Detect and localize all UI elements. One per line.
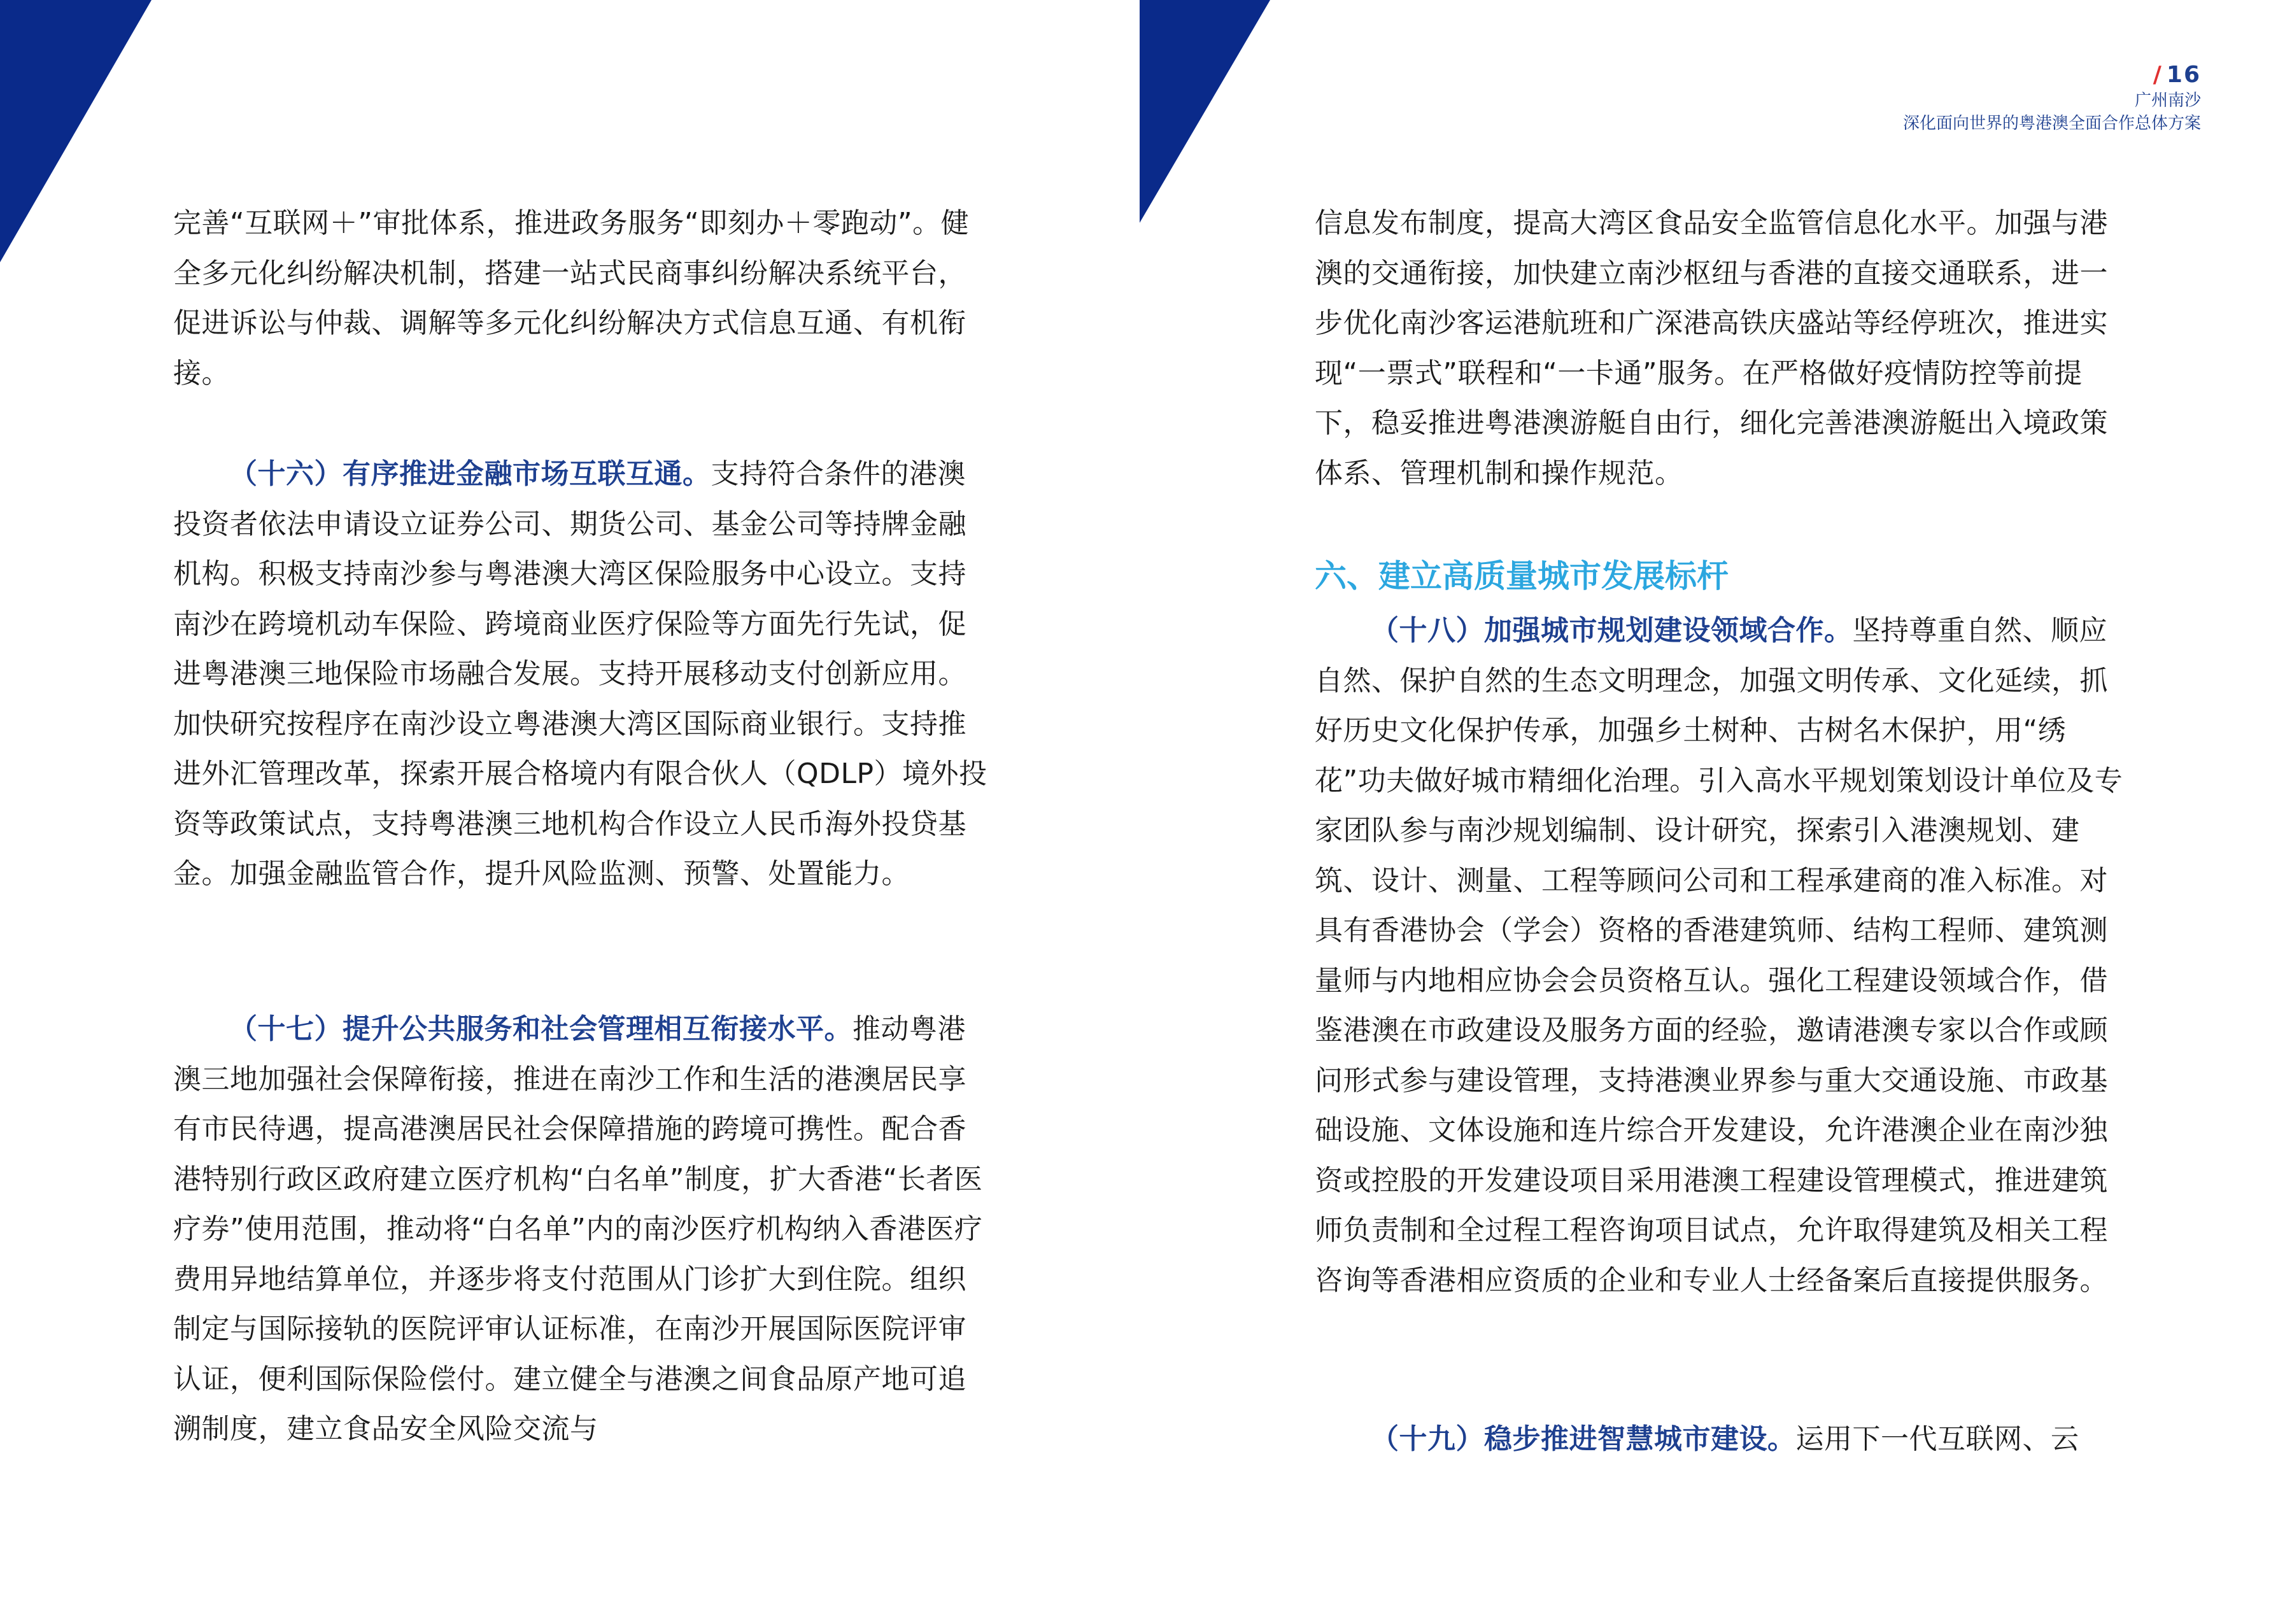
section-17-body: 推动粤港澳三地加强社会保障衔接，推进在南沙工作和生活的港澳居民享有市民待遇，提高港澳居民社会保障措施的跨境可携性。配合香港特别行政区政府建立医疗机构“白名单”制度，扩大香港“长者医疗券”使用范围，推动将“白名单”内的南沙医疗机构纳入香港医疗费用异地结算单位，并逐步将支付范围从门诊扩大到住院。组织制定与国际接轨的医院评审认证标准，在南沙开展国际医院评审认证，便利国际保险偿付。建立健全与港澳之间食品原产地可追溯制度，建立食品安全风险交流与 xyxy=(173,1013,983,1445)
section-18-body: 坚持尊重自然、顺应自然、保护自然的生态文明理念，加强文明传承、文化延续，抓好历史文化保护传承，加强乡土树种、古树名木保护，用“绣花”功夫做好城市精细化治理。引入高水平规划策划设计单位及专家团队参与南沙规划编制、设计研究，探索引入港澳规划、建筑、设计、测量、工程等顾问公司和工程承建商的准入标准。对具有香港协会（学会）资格的香港建筑师、结构工程师、建筑测量师与内地相应协会会员资格互认。强化工程建设领域合作，借鉴港澳在市政建设及服务方面的经验，邀请港澳专家以合作或顾问形式参与建设管理，支持港澳业界参与重大交通设施、市政基础设施、文体设施和连片综合开发建设，允许港澳企业在南沙独资或控股的开发建设项目采用港澳工程建设管理模式，推进建筑师负责制和全过程工程咨询项目试点，允许取得建筑及相关工程咨询等香港相应资质的企业和专业人士经备案后直接提供服务。 xyxy=(1315,614,2123,1297)
left-corner-triangle xyxy=(0,0,153,267)
paragraph-continuation-right: 信息发布制度，提高大湾区食品安全监管信息化水平。加强与港澳的交通衔接，加快建立南沙枢纽与香港的直接交通联系，进一步优化南沙客运港航班和广深港高铁庆盛站等经停班次，推进实现“一票式”联程和“一卡通”服务。在严格做好疫情防控等前提下，稳妥推进粤港澳游艇自由行，细化完善港澳游艇出入境政策体系、管理机制和操作规范。 xyxy=(1315,207,2108,490)
section-18 xyxy=(1315,606,2130,1306)
section-18-title: （十八）加强城市规划建设领域合作。 xyxy=(1371,614,1853,647)
section-19 xyxy=(1315,1415,2130,1465)
right-corner-triangle xyxy=(1140,0,1273,229)
section-17 xyxy=(173,1005,988,1455)
section-16-body: 支持符合条件的港澳投资者依法申请设立证券公司、期货公司、基金公司等持牌金融机构。积极支持南沙参与粤港澳大湾区保险服务中心设立。支持南沙在跨境机动车保险、跨境商业医疗保险等方面先行先试，促进粤港澳三地保险市场融合发展。支持开展移动支付创新应用。加快研究按程序在南沙设立粤港澳大湾区国际商业银行。支持推进外汇管理改革，探索开展合格境内有限合伙人（QDLP）境外投资等政策试点，支持粤港澳三地机构合作设立人民币海外投贷基金。加强金融监管合作，提升风险监测、预警、处置能力。 xyxy=(173,458,987,890)
section-6-heading: 六、建立高质量城市发展标杆 xyxy=(1315,558,1729,595)
paragraph-continuation: 完善“互联网＋”审批体系，推进政务服务“即刻办＋零跑动”。健全多元化纠纷解决机制，搭建一站式民商事纠纷解决系统平台，促进诉讼与仲裁、调解等多元化纠纷解决方式信息互通、有机衔接。 xyxy=(173,207,970,390)
header-title: 广州南沙 xyxy=(2134,91,2201,110)
page-header xyxy=(1903,61,2201,135)
section-17-title: （十七）提升公共服务和社会管理相互衔接水平。 xyxy=(229,1013,853,1045)
section-19-body: 运用下一代互联网、云 xyxy=(1795,1423,2079,1455)
header-subtitle: 深化面向世界的粤港澳全面合作总体方案 xyxy=(1902,114,2201,133)
section-16 xyxy=(173,449,988,900)
section-16-title: （十六）有序推进金融市场互联互通。 xyxy=(229,458,711,490)
page-number: / 16 xyxy=(2153,62,2201,88)
section-19-title: （十九）稳步推进智慧城市建设。 xyxy=(1371,1423,1796,1455)
slash-mark: / xyxy=(2153,62,2163,88)
